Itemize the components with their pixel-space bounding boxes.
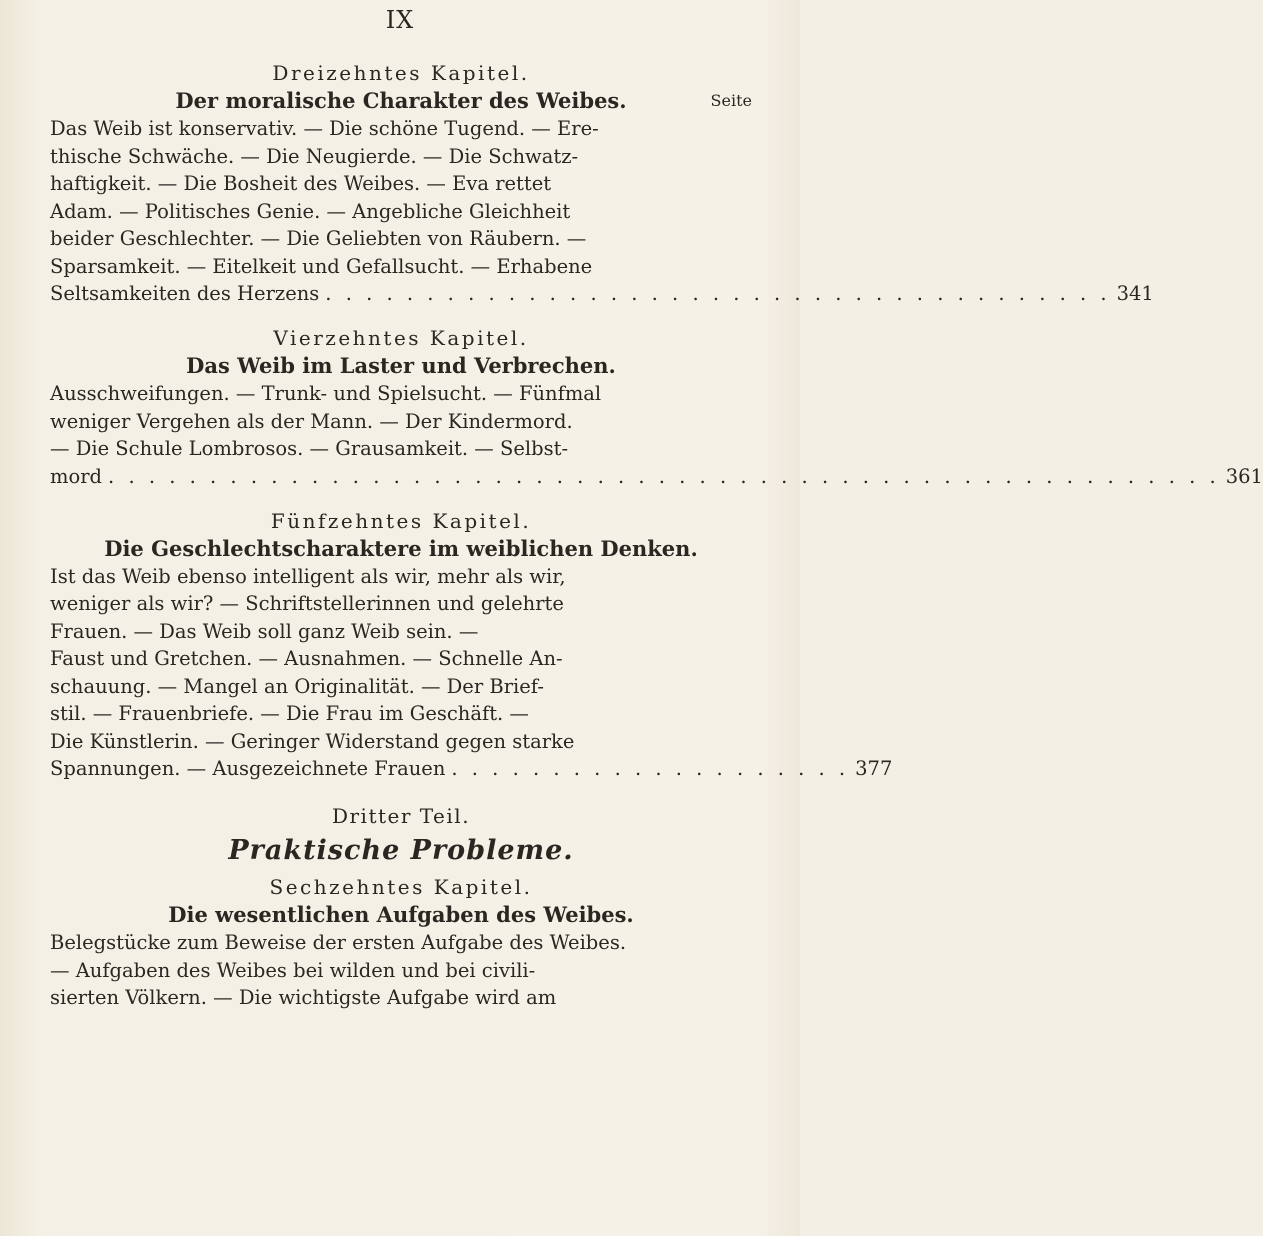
toc-entry-line	[50, 755, 893, 782]
chapter-summary	[50, 563, 752, 756]
chapter-title: Das Weib im Laster und Verbrechen.	[186, 353, 616, 378]
summary-line: Ist das Weib ebenso intelligent als wir, mehr als wir,	[50, 564, 566, 588]
summary-line: haftigkeit. — Die Bosheit des Weibes. — Eva rettet	[50, 172, 552, 195]
part-3	[50, 802, 752, 868]
chapter-summary	[50, 929, 752, 1012]
page-number: IX	[385, 6, 415, 34]
part-label: Dritter Teil.	[331, 804, 471, 828]
toc-entry-line	[50, 280, 1154, 307]
page-reference: 361	[1225, 464, 1263, 488]
summary-line: schauung. — Mangel an Originalität. — Der Brief-	[50, 674, 544, 698]
summary-line: Frauen. — Das Weib soll ganz Weib sein. —	[50, 619, 479, 643]
chapter-title: Die Geschlechtscharaktere im weiblichen Denken.	[104, 535, 698, 561]
summary-line: Faust und Gretchen. — Ausnahmen. — Schnelle An-	[50, 647, 563, 670]
summary-line: Spannungen. — Ausgezeichnete Frauen	[50, 757, 446, 780]
summary-line: Sparsamkeit. — Eitelkeit und Gefallsucht. — Erhabene	[50, 254, 593, 278]
chapter-heading: Dreizehntes Kapitel.	[272, 61, 530, 85]
summary-line: Die Künstlerin. — Geringer Widerstand gegen starke	[50, 729, 575, 753]
chapter-heading: Sechzehntes Kapitel.	[269, 875, 533, 899]
summary-line: thische Schwäche. — Die Neugierde. — Die Schwatz-	[50, 144, 579, 168]
summary-line: weniger Vergehen als der Mann. — Der Kindermord.	[50, 409, 573, 433]
summary-line: — Aufgaben des Weibes bei wilden und bei civili-	[50, 958, 536, 982]
summary-line: sierten Völkern. — Die wichtigste Aufgabe wird am	[50, 986, 557, 1009]
summary-line: stil. — Frauenbriefe. — Die Frau im Geschäft. —	[50, 702, 529, 725]
summary-line: Belegstücke zum Beweise der ersten Aufgabe des Weibes.	[50, 931, 627, 954]
summary-line: Das Weib ist konservativ. — Die schöne Tugend. — Ere-	[50, 117, 599, 140]
leader-dots: . . . . . . . . . . . . . . . . . . . .	[451, 757, 850, 780]
leader-dots: . . . . . . . . . . . . . . . . . . . . . . . . . . . . . . . . . . . . . . .	[325, 282, 1111, 305]
summary-line: weniger als wir? — Schriftstellerinnen und gelehrte	[50, 592, 564, 615]
summary-line: Adam. — Politisches Genie. — Angebliche Gleichheit	[50, 199, 571, 223]
chapter-14	[50, 325, 1263, 490]
page-reference: 377	[855, 757, 893, 780]
chapter-heading: Fünfzehntes Kapitel.	[270, 508, 532, 533]
summary-line: Ausschweifungen. — Trunk- und Spielsucht. — Fünfmal	[50, 382, 602, 405]
chapter-heading: Vierzehntes Kapitel.	[273, 326, 529, 350]
chapter-title-text: Der moralische Charakter des Weibes.	[175, 88, 627, 113]
leader-dots: . . . . . . . . . . . . . . . . . . . . . . . . . . . . . . . . . . . . . . . . . . . . . . . . . . . . . . .	[108, 464, 1220, 488]
chapter-title	[50, 87, 752, 115]
summary-line: beider Geschlechter. — Die Geliebten von Räubern. —	[50, 227, 587, 250]
chapter-title: Die wesentlichen Aufgaben des Weibes.	[168, 902, 634, 927]
chapter-15	[50, 508, 893, 783]
chapter-summary	[50, 380, 752, 463]
chapter-16	[50, 874, 752, 1012]
summary-line: mord	[50, 464, 103, 488]
toc-entry-line	[50, 463, 1263, 490]
summary-line: — Die Schule Lombrosos. — Grausamkeit. — Selbst-	[50, 437, 569, 460]
chapter-13	[50, 60, 1154, 307]
part-title: Praktische Probleme.	[228, 835, 574, 866]
summary-line: Seltsamkeiten des Herzens	[50, 282, 320, 305]
seite-label: Seite	[710, 91, 752, 110]
page-reference: 341	[1116, 282, 1154, 305]
chapter-summary	[50, 115, 752, 280]
table-of-contents	[50, 60, 1263, 1012]
